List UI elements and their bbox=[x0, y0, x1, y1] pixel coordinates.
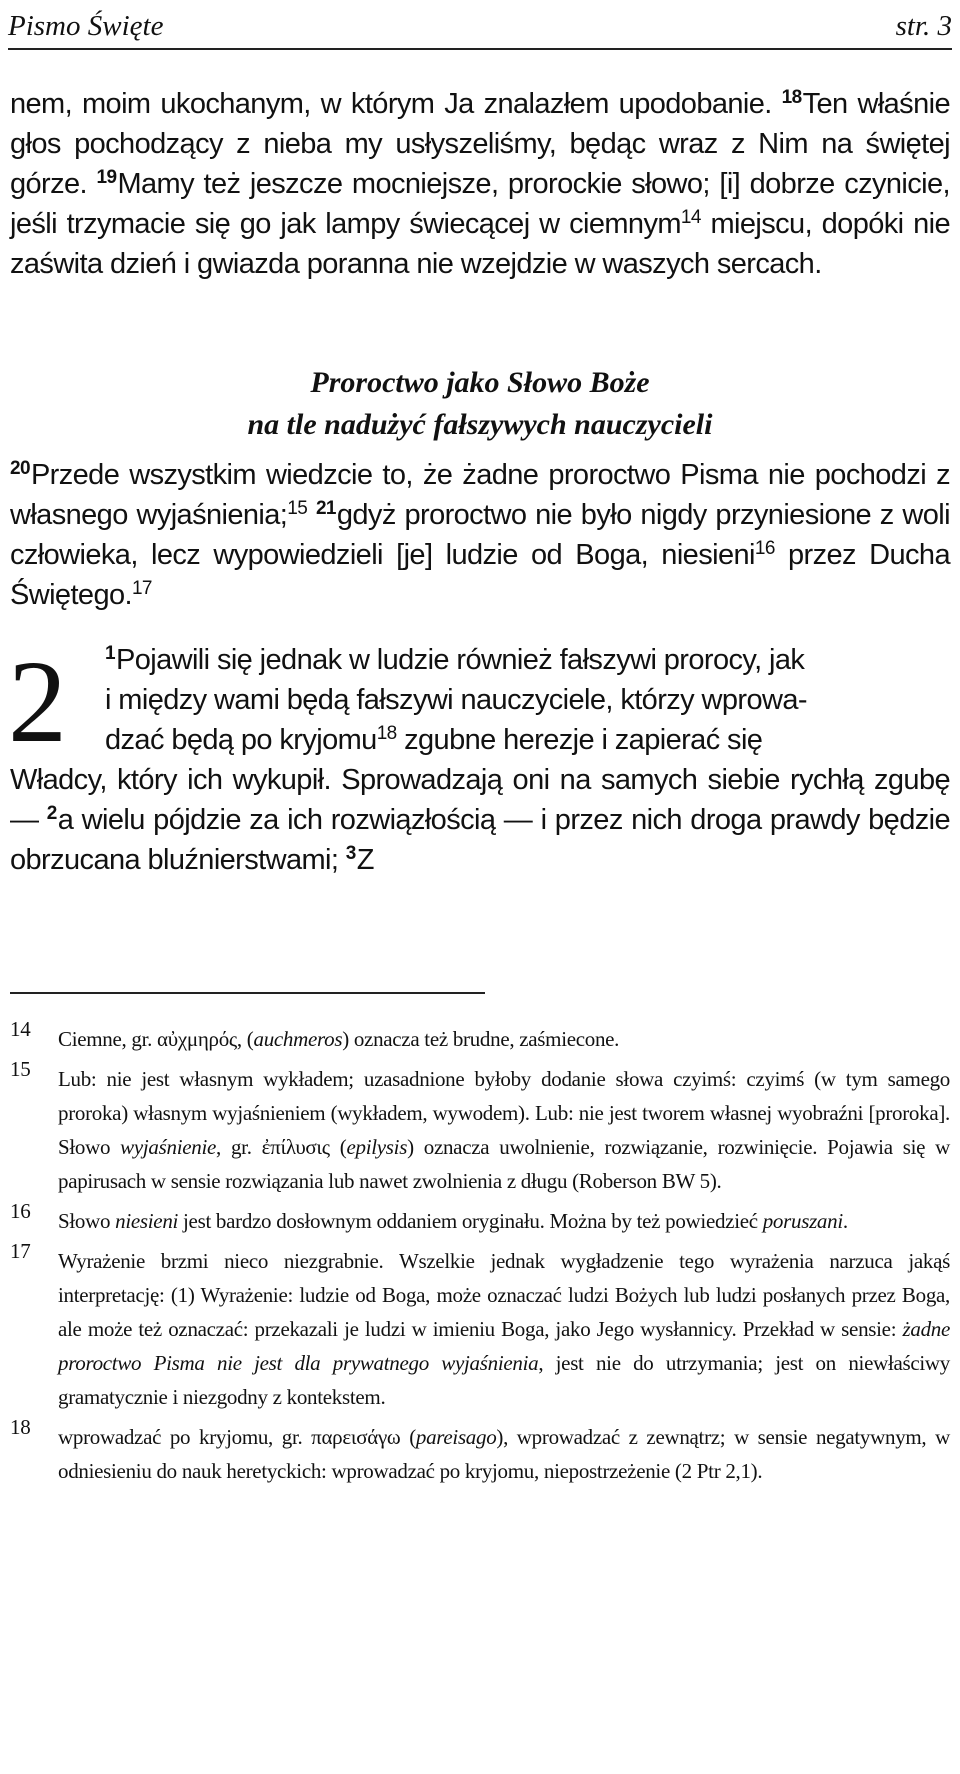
footnote-16 bbox=[10, 1199, 950, 1238]
text-block bbox=[10, 760, 950, 880]
verse-number: 19 bbox=[96, 167, 117, 188]
footnote-italic: poruszani bbox=[762, 1209, 843, 1233]
text-run: Władcy, który ich wykupił. Sprowadzają oni na samych siebie rychłą zgubę — bbox=[10, 764, 950, 836]
paragraph-3 bbox=[8, 636, 950, 880]
footnote-text: Lub: nie jest własnym wykładem; uzasadnione byłoby dodanie słowa czyimś: czyimś (w tym samego proroka) własnym wyjaśnieniem (wykładem, wywodem). Lub: nie jest tworem własnej wyobraźni [proroka]. Słowo bbox=[58, 1067, 950, 1159]
footnote-number: 18 bbox=[10, 1415, 31, 1439]
footnote-18 bbox=[10, 1415, 950, 1488]
footnote-ref[interactable]: 15 bbox=[287, 498, 308, 519]
verse-number: 2 bbox=[46, 803, 57, 824]
verse-number: 21 bbox=[315, 498, 336, 519]
text-run: Pojawili się jednak w ludzie również fałszywi prorocy, jak bbox=[115, 644, 805, 676]
text-line: i między wami będą fałszywi nauczyciele, którzy wprowa- bbox=[105, 684, 807, 716]
text-run: zgubne herezje i zapierać się bbox=[396, 724, 763, 756]
paragraph-1 bbox=[10, 84, 950, 284]
footnote-italic: pareisago bbox=[415, 1425, 497, 1449]
text-line bbox=[105, 720, 950, 760]
section-heading bbox=[0, 362, 960, 446]
footnote-text: Wyrażenie brzmi nieco niezgrabnie. Wszelkie jednak wygładzenie tego wyrażenia narzuca jakąś interpretację: (1) Wyrażenie: ludzie od Boga, może oznaczać ludzi Bożych lub ludzi posłanych przez Boga, ale może też oznaczać: przekazali je ludzi w imieniu Boga, jako Jego wysłannicy. Przekład w sensie: bbox=[58, 1249, 950, 1341]
footnote-number: 16 bbox=[10, 1199, 31, 1223]
text-run: Z bbox=[356, 844, 374, 876]
text-run: Ten właśnie głos pochodzący z nieba my usłyszeliśmy, będąc wraz z Nim na świętej górze. bbox=[10, 88, 950, 200]
footnote-text: wprowadzać po kryjomu, gr. παρεισάγω ( bbox=[58, 1425, 416, 1449]
footnote-ref[interactable]: 18 bbox=[376, 723, 397, 744]
footnote-text: jest bardzo dosłownym oddaniem oryginału. Można by też powiedzieć bbox=[178, 1209, 763, 1233]
footnote-15 bbox=[10, 1057, 950, 1198]
page-number: str. 3 bbox=[895, 10, 952, 42]
text-run: przez Ducha Świętego. bbox=[10, 539, 950, 611]
heading-line: na tle nadużyć fałszywych nauczycieli bbox=[247, 408, 713, 441]
footnote-number: 15 bbox=[10, 1057, 31, 1081]
text-line bbox=[105, 640, 950, 680]
heading-line: Proroctwo jako Słowo Boże bbox=[310, 366, 650, 399]
footnote-number: 17 bbox=[10, 1239, 31, 1263]
footnote-ref[interactable]: 17 bbox=[131, 578, 152, 599]
footnote-text: Słowo bbox=[58, 1209, 116, 1233]
footnote-17 bbox=[10, 1239, 950, 1414]
text-run: Mamy też jeszcze mocniejsze, prorockie słowo; [i] dobrze czynicie, jeśli trzymacie się go jak lampy świecącej w ciemnym bbox=[10, 168, 950, 240]
footnote-italic: epilysis bbox=[346, 1135, 408, 1159]
footnote-14 bbox=[10, 1017, 950, 1056]
dropcap-indented-lines bbox=[10, 640, 950, 760]
footnote-text: , jest nie do utrzymania; jest on niewłaściwy gramatycznie i niezgodny z kontekstem. bbox=[58, 1351, 950, 1409]
footnote-ref[interactable]: 16 bbox=[754, 538, 775, 559]
footnote-text: ) oznacza też brudne, zaśmiecone. bbox=[342, 1027, 620, 1051]
text-run: nem, moim ukochanym, w którym Ja znalazłem upodobanie. bbox=[10, 88, 782, 120]
running-title: Pismo Święte bbox=[8, 10, 164, 42]
verse-number: 18 bbox=[781, 87, 802, 108]
verse-number: 3 bbox=[345, 843, 356, 864]
footnotes bbox=[10, 1017, 950, 1494]
footnote-italic: żadne proroctwo Pisma nie jest dla prywatnego wyjaśnienia bbox=[58, 1317, 950, 1375]
footnote-text: , gr. ἐπίλυσις ( bbox=[216, 1135, 347, 1159]
verse-number: 20 bbox=[10, 458, 30, 479]
paragraph-2 bbox=[10, 455, 950, 615]
footnote-number: 14 bbox=[10, 1017, 31, 1041]
footnote-text: Ciemne, gr. αὐχμηρός, ( bbox=[58, 1027, 254, 1051]
footnote-text: . bbox=[842, 1209, 848, 1233]
footnote-ref[interactable]: 14 bbox=[680, 207, 701, 228]
page-header bbox=[8, 4, 952, 50]
text-run: miejscu, dopóki nie zaświta dzień i gwiazda poranna nie wzejdzie w waszych sercach. bbox=[10, 208, 950, 280]
text-run: a wielu pójdzie za ich rozwiązłością — i przez nich droga prawdy będzie obrzucana bluźnierstwami; bbox=[10, 804, 950, 876]
footnote-text: ) oznacza uwolnienie, rozwiązanie, rozwinięcie. Pojawia się w papirusach w sensie rozwiązania lub nawet zwolnienia z długu (Roberson BW 5). bbox=[58, 1135, 950, 1193]
footnote-italic: auchmeros bbox=[253, 1027, 343, 1051]
text-run: gdyż proroctwo nie było nigdy przyniesione z woli człowieka, lecz wypowiedzieli [je] ludzie od Boga, niesieni bbox=[10, 499, 950, 571]
text-run: dzać będą po kryjomu bbox=[105, 724, 377, 756]
footnote-italic: niesieni bbox=[115, 1209, 179, 1233]
verse-number: 1 bbox=[105, 643, 115, 664]
text-run: Przede wszystkim wiedzcie to, że żadne proroctwo Pisma nie pochodzi z własnego wyjaśnienia; bbox=[10, 459, 950, 531]
chapter-number: 2 bbox=[8, 636, 67, 767]
footnote-separator bbox=[10, 992, 485, 994]
footnote-italic: wyjaśnienie bbox=[120, 1135, 217, 1159]
footnote-text: ), wprowadzać z zewnątrz; w sensie negatywnym, w odniesieniu do nauk heretyckich: wprowadzać po kryjomu, niepostrzeżenie (2 Ptr 2,1). bbox=[58, 1425, 950, 1483]
